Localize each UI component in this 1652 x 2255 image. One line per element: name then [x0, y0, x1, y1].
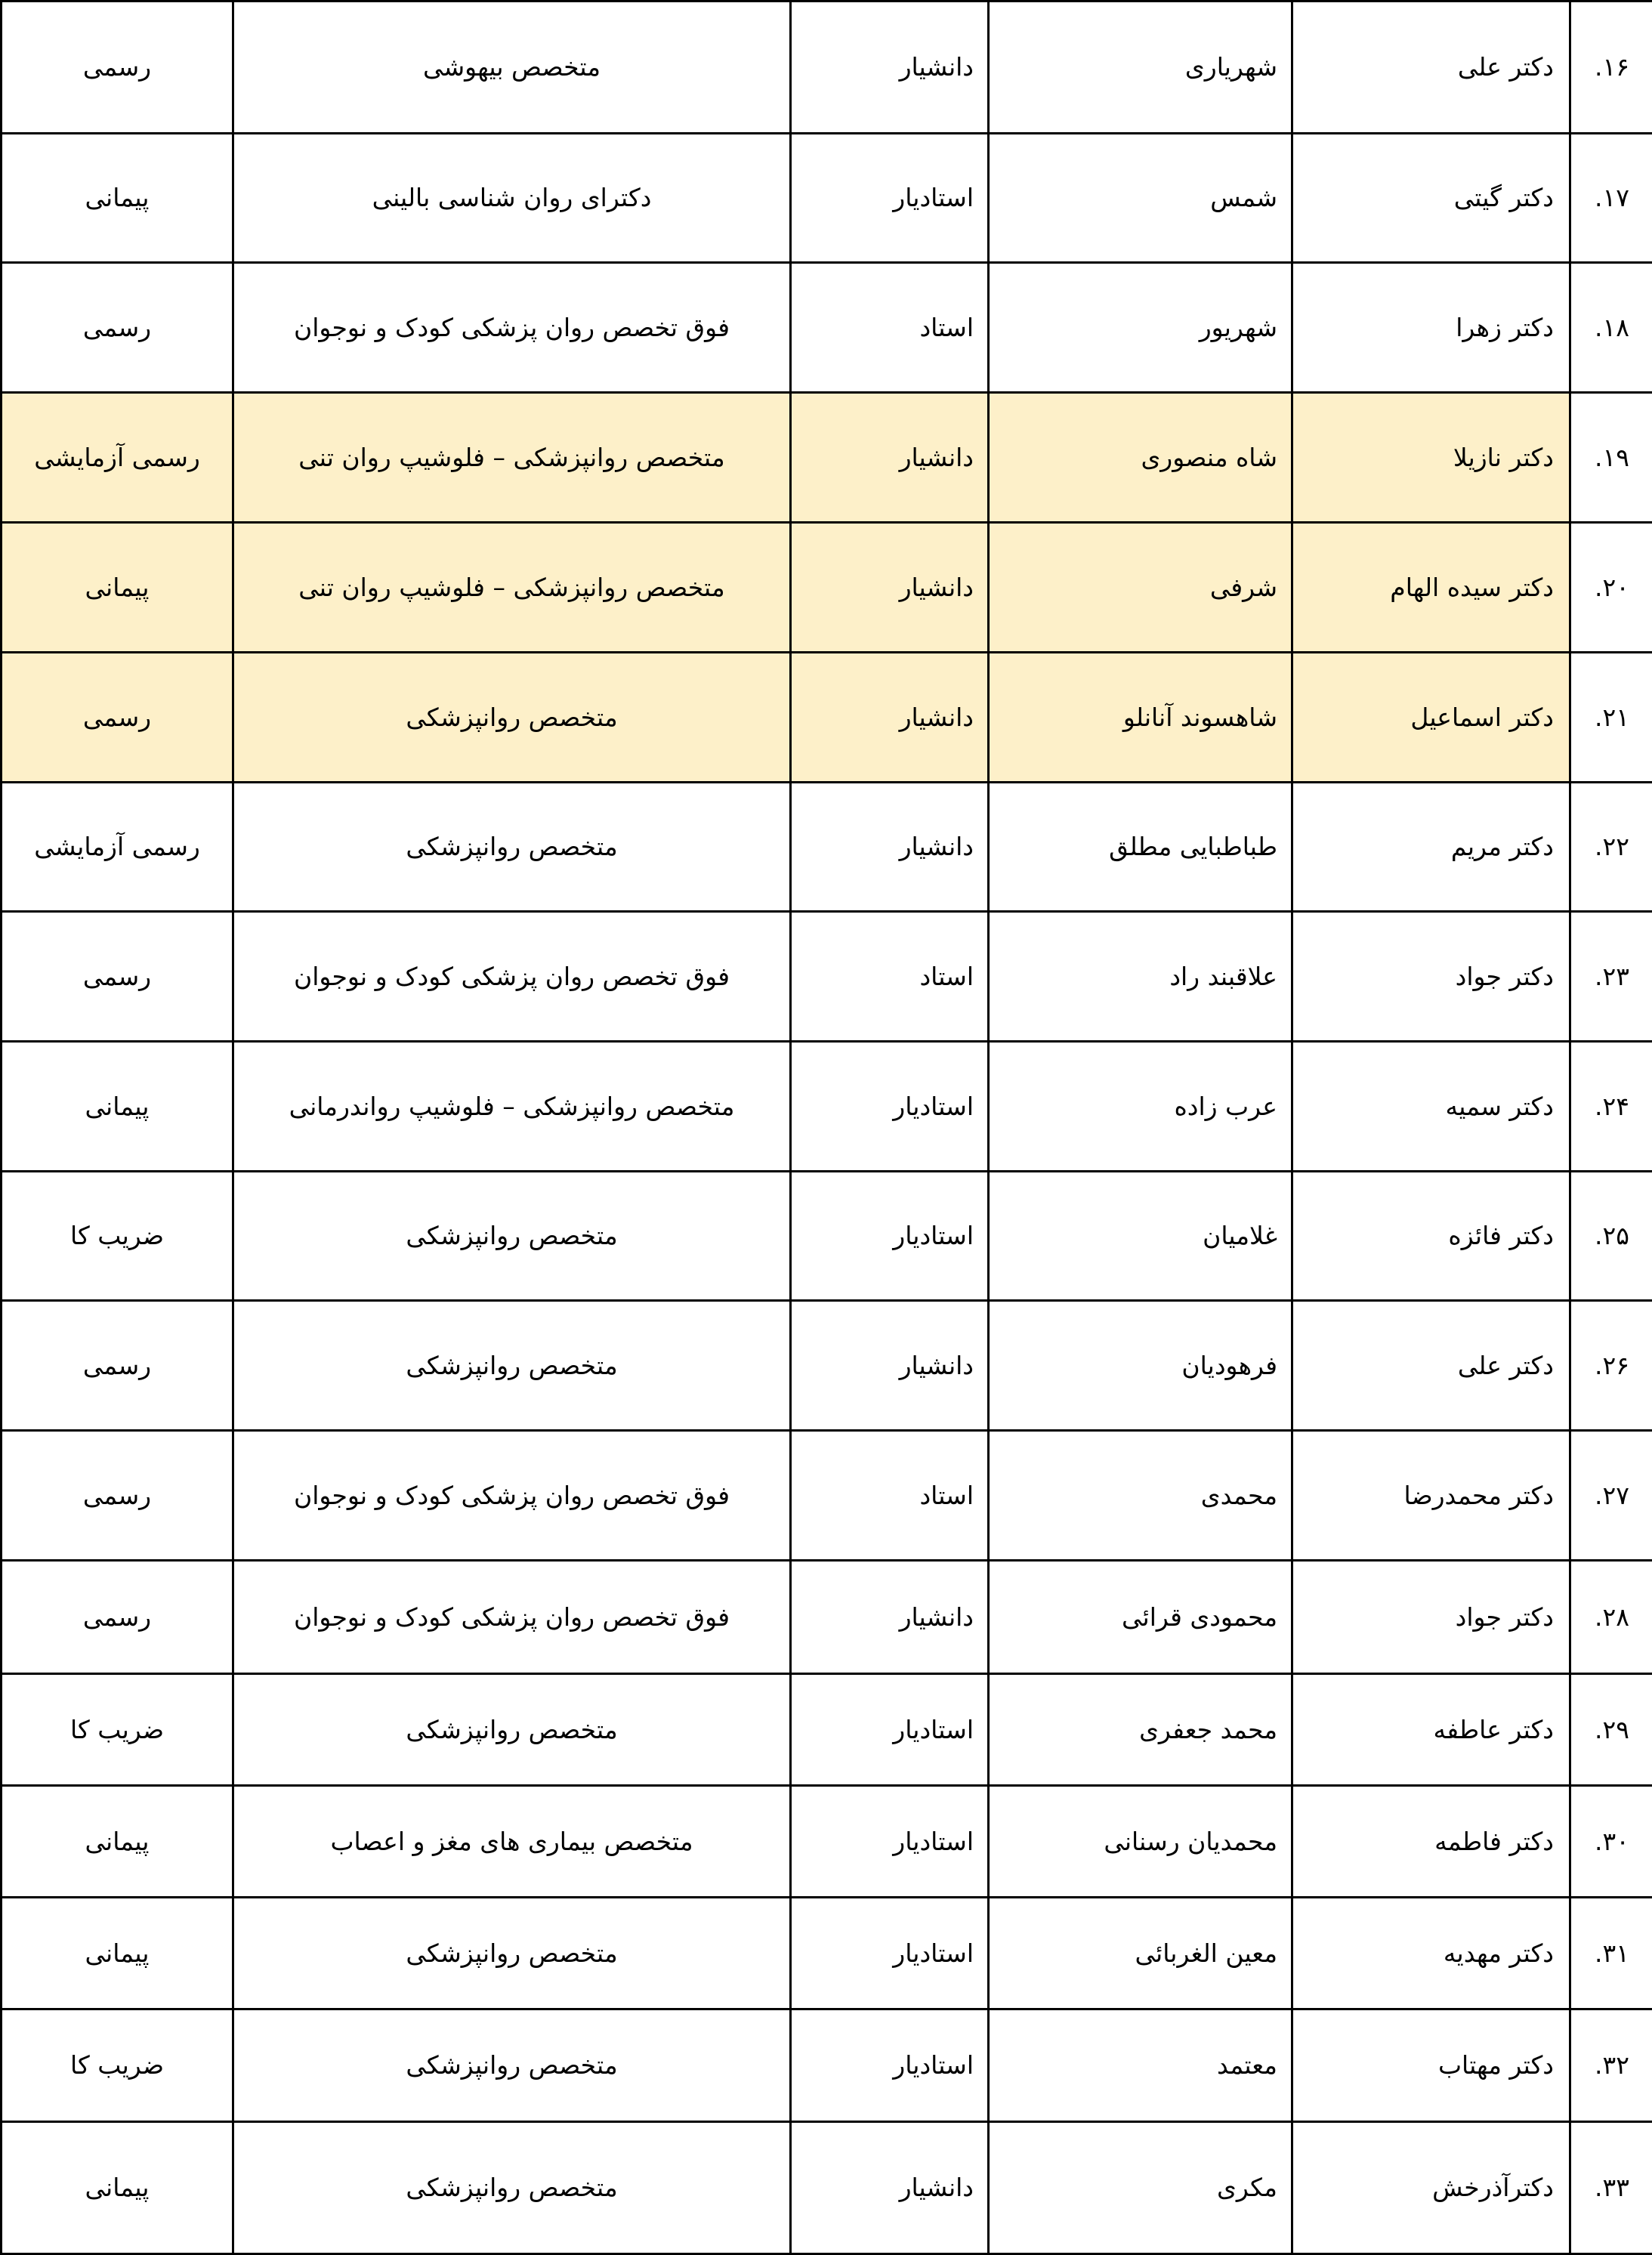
last-name-cell: شمس: [989, 134, 1292, 263]
last-name-cell: شاهسوند آنانلو: [989, 653, 1292, 783]
row-number-cell: ۲۶.: [1570, 1301, 1652, 1431]
row-number-cell: ۲۸.: [1570, 1561, 1652, 1674]
specialty-cell: متخصص روانپزشکی – فلوشیپ روان تنی: [233, 393, 791, 523]
academic-rank-cell: دانشیار: [791, 2122, 989, 2254]
last-name-cell: معتمد: [989, 2009, 1292, 2122]
table-row: [2, 1786, 1652, 1898]
first-name-cell: دکترآذرخش: [1292, 2122, 1570, 2254]
academic-rank-cell: استادیار: [791, 1042, 989, 1172]
first-name-cell: دکتر جواد: [1292, 912, 1570, 1042]
row-number-cell: ۲۴.: [1570, 1042, 1652, 1172]
last-name-cell: معین الغربائی: [989, 1898, 1292, 2009]
last-name-cell: عرب زاده: [989, 1042, 1292, 1172]
employment-status-cell: پیمانی: [2, 2122, 233, 2254]
employment-status-cell: پیمانی: [2, 134, 233, 263]
employment-status-cell: ضریب کا: [2, 1172, 233, 1301]
row-number-cell: ۳۱.: [1570, 1898, 1652, 2009]
first-name-cell: دکتر گیتی: [1292, 134, 1570, 263]
employment-status-cell: پیمانی: [2, 1042, 233, 1172]
academic-rank-cell: استاد: [791, 1431, 989, 1561]
employment-status-cell: رسمی: [2, 1561, 233, 1674]
table-row: [2, 2009, 1652, 2122]
employment-status-cell: رسمی: [2, 912, 233, 1042]
table-row: [2, 523, 1652, 653]
last-name-cell: شاه منصوری: [989, 393, 1292, 523]
row-number-cell: ۲۷.: [1570, 1431, 1652, 1561]
specialty-cell: متخصص روانپزشکی: [233, 1301, 791, 1431]
employment-status-cell: پیمانی: [2, 523, 233, 653]
row-number-cell: ۳۲.: [1570, 2009, 1652, 2122]
specialty-cell: متخصص روانپزشکی – فلوشیپ روان تنی: [233, 523, 791, 653]
academic-rank-cell: دانشیار: [791, 653, 989, 783]
table-row: [2, 1172, 1652, 1301]
table-row: [2, 1674, 1652, 1786]
academic-rank-cell: استادیار: [791, 1172, 989, 1301]
employment-status-cell: ضریب کا: [2, 2009, 233, 2122]
academic-rank-cell: دانشیار: [791, 783, 989, 912]
specialty-cell: فوق تخصص روان پزشکی کودک و نوجوان: [233, 1431, 791, 1561]
academic-rank-cell: استادیار: [791, 1674, 989, 1786]
specialty-cell: متخصص روانپزشکی: [233, 1172, 791, 1301]
table-row: [2, 263, 1652, 393]
table-row: [2, 653, 1652, 783]
last-name-cell: محمدی: [989, 1431, 1292, 1561]
academic-rank-cell: دانشیار: [791, 523, 989, 653]
academic-rank-cell: دانشیار: [791, 393, 989, 523]
row-number-cell: ۲۰.: [1570, 523, 1652, 653]
table-row: [2, 1042, 1652, 1172]
table-row: [2, 1561, 1652, 1674]
employment-status-cell: رسمی: [2, 653, 233, 783]
specialty-cell: متخصص بیهوشی: [233, 2, 791, 134]
row-number-cell: ۳۰.: [1570, 1786, 1652, 1898]
first-name-cell: دکتر سمیه: [1292, 1042, 1570, 1172]
row-number-cell: ۱۷.: [1570, 134, 1652, 263]
row-number-cell: ۲۳.: [1570, 912, 1652, 1042]
table-row: [2, 2122, 1652, 2254]
first-name-cell: دکتر مریم: [1292, 783, 1570, 912]
last-name-cell: غلامیان: [989, 1172, 1292, 1301]
specialty-cell: متخصص روانپزشکی: [233, 783, 791, 912]
employment-status-cell: ضریب کا: [2, 1674, 233, 1786]
last-name-cell: علاقبند راد: [989, 912, 1292, 1042]
employment-status-cell: رسمی آزمایشی: [2, 393, 233, 523]
first-name-cell: دکتر محمدرضا: [1292, 1431, 1570, 1561]
last-name-cell: محمد جعفری: [989, 1674, 1292, 1786]
last-name-cell: طباطبایی مطلق: [989, 783, 1292, 912]
table-row: [2, 912, 1652, 1042]
table-row: [2, 783, 1652, 912]
first-name-cell: دکتر زهرا: [1292, 263, 1570, 393]
employment-status-cell: پیمانی: [2, 1898, 233, 2009]
employment-status-cell: پیمانی: [2, 1786, 233, 1898]
first-name-cell: دکتر علی: [1292, 2, 1570, 134]
specialty-cell: متخصص بیماری های مغز و اعصاب: [233, 1786, 791, 1898]
academic-rank-cell: استاد: [791, 912, 989, 1042]
academic-rank-cell: دانشیار: [791, 2, 989, 134]
last-name-cell: شهریور: [989, 263, 1292, 393]
row-number-cell: ۲۱.: [1570, 653, 1652, 783]
first-name-cell: دکتر سیده الهام: [1292, 523, 1570, 653]
academic-rank-cell: استاد: [791, 263, 989, 393]
table-row: [2, 134, 1652, 263]
academic-rank-cell: دانشیار: [791, 1301, 989, 1431]
specialty-cell: متخصص روانپزشکی – فلوشیپ رواندرمانی: [233, 1042, 791, 1172]
last-name-cell: محمدیان رسنانی: [989, 1786, 1292, 1898]
first-name-cell: دکتر نازیلا: [1292, 393, 1570, 523]
specialty-cell: متخصص روانپزشکی: [233, 653, 791, 783]
specialty-cell: فوق تخصص روان پزشکی کودک و نوجوان: [233, 263, 791, 393]
faculty-table-body: [2, 2, 1652, 2254]
table-row: [2, 1898, 1652, 2009]
first-name-cell: دکتر علی: [1292, 1301, 1570, 1431]
first-name-cell: دکتر مهتاب: [1292, 2009, 1570, 2122]
first-name-cell: دکتر اسماعیل: [1292, 653, 1570, 783]
row-number-cell: ۳۳.: [1570, 2122, 1652, 2254]
table-row: [2, 2, 1652, 134]
table-row: [2, 393, 1652, 523]
row-number-cell: ۱۶.: [1570, 2, 1652, 134]
academic-rank-cell: استادیار: [791, 1786, 989, 1898]
row-number-cell: ۲۲.: [1570, 783, 1652, 912]
last-name-cell: شرفی: [989, 523, 1292, 653]
first-name-cell: دکتر فائزه: [1292, 1172, 1570, 1301]
employment-status-cell: رسمی: [2, 1301, 233, 1431]
academic-rank-cell: استادیار: [791, 134, 989, 263]
last-name-cell: محمودی قرائی: [989, 1561, 1292, 1674]
last-name-cell: فرهودیان: [989, 1301, 1292, 1431]
specialty-cell: متخصص روانپزشکی: [233, 1898, 791, 2009]
specialty-cell: دکترای روان شناسی بالینی: [233, 134, 791, 263]
last-name-cell: مکری: [989, 2122, 1292, 2254]
employment-status-cell: رسمی: [2, 1431, 233, 1561]
row-number-cell: ۱۹.: [1570, 393, 1652, 523]
first-name-cell: دکتر فاطمه: [1292, 1786, 1570, 1898]
row-number-cell: ۲۵.: [1570, 1172, 1652, 1301]
academic-rank-cell: استادیار: [791, 2009, 989, 2122]
employment-status-cell: رسمی: [2, 263, 233, 393]
last-name-cell: شهریاری: [989, 2, 1292, 134]
employment-status-cell: رسمی آزمایشی: [2, 783, 233, 912]
specialty-cell: متخصص روانپزشکی: [233, 2009, 791, 2122]
row-number-cell: ۱۸.: [1570, 263, 1652, 393]
academic-rank-cell: استادیار: [791, 1898, 989, 2009]
table-row: [2, 1301, 1652, 1431]
specialty-cell: فوق تخصص روان پزشکی کودک و نوجوان: [233, 912, 791, 1042]
employment-status-cell: رسمی: [2, 2, 233, 134]
specialty-cell: متخصص روانپزشکی: [233, 2122, 791, 2254]
first-name-cell: دکتر مهدیه: [1292, 1898, 1570, 2009]
specialty-cell: متخصص روانپزشکی: [233, 1674, 791, 1786]
first-name-cell: دکتر جواد: [1292, 1561, 1570, 1674]
specialty-cell: فوق تخصص روان پزشکی کودک و نوجوان: [233, 1561, 791, 1674]
row-number-cell: ۲۹.: [1570, 1674, 1652, 1786]
table-row: [2, 1431, 1652, 1561]
first-name-cell: دکتر عاطفه: [1292, 1674, 1570, 1786]
academic-rank-cell: دانشیار: [791, 1561, 989, 1674]
